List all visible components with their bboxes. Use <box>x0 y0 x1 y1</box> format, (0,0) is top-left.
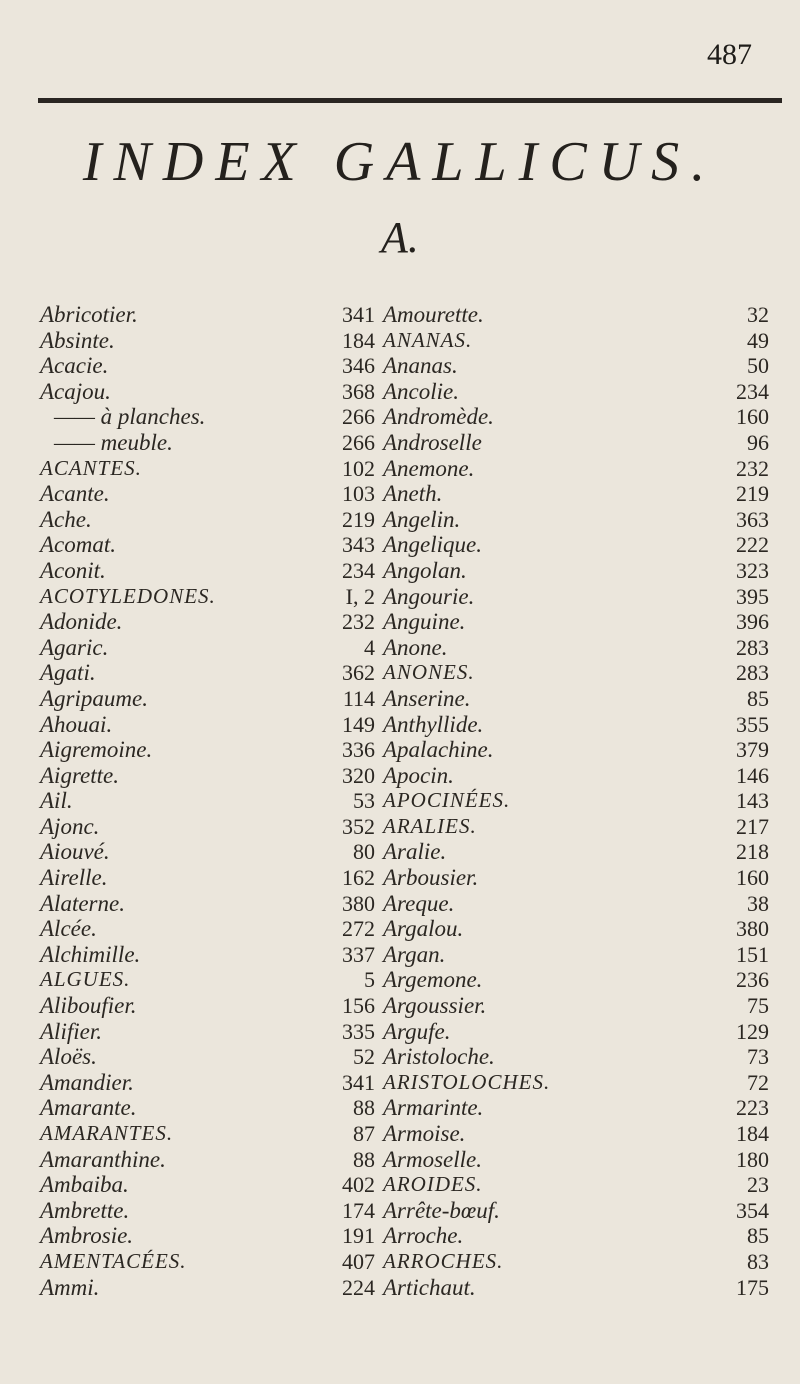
index-entry <box>40 1121 375 1147</box>
index-entry <box>40 712 375 738</box>
index-entry <box>383 1172 769 1198</box>
index-page-ref: 283 <box>736 660 769 686</box>
index-term: Ache. <box>40 506 92 532</box>
index-page-ref: 402 <box>342 1172 375 1198</box>
index-entry <box>383 1197 769 1224</box>
index-page-ref: 143 <box>736 788 769 814</box>
index-entry <box>383 506 769 533</box>
index-entry <box>40 1275 375 1301</box>
index-page-ref: 72 <box>747 1069 769 1095</box>
index-term: Argufe. <box>383 1018 451 1044</box>
index-page-ref: 234 <box>342 557 375 583</box>
index-page-ref: 32 <box>747 302 769 327</box>
index-term: Aneth. <box>383 481 443 507</box>
index-entry <box>383 711 769 738</box>
index-term: Airelle. <box>40 865 108 891</box>
index-term: ACANTES. <box>40 455 142 480</box>
index-entry <box>383 1248 769 1275</box>
index-entry <box>40 1198 375 1224</box>
index-page-ref: 219 <box>342 506 375 532</box>
index-entry <box>383 1069 769 1096</box>
index-term: Ammi. <box>40 1274 100 1300</box>
index-page-ref: 219 <box>736 481 769 507</box>
index-term: ANONES. <box>383 660 475 685</box>
index-entry <box>40 814 375 840</box>
index-page-ref: 380 <box>342 890 375 916</box>
right-index-column <box>383 302 769 1300</box>
index-page-ref: 162 <box>342 865 375 891</box>
index-entry <box>383 302 769 328</box>
index-page-ref: 323 <box>736 557 769 583</box>
index-term: AMENTACÉES. <box>40 1248 187 1273</box>
index-term: Acomat. <box>40 532 117 558</box>
index-term: Arrête-bœuf. <box>383 1197 500 1223</box>
index-term: ARALIES. <box>383 813 477 838</box>
index-term: Alcée. <box>40 916 97 942</box>
index-page-ref: 352 <box>342 813 375 839</box>
index-entry <box>383 1095 769 1121</box>
index-term: Angelin. <box>383 506 461 532</box>
index-entry <box>383 353 769 379</box>
index-page-ref: 336 <box>342 737 375 763</box>
index-term: Amaranthine. <box>40 1146 166 1172</box>
index-page-ref: 283 <box>736 634 769 660</box>
index-page-ref: 87 <box>353 1121 375 1146</box>
index-entry <box>40 1172 375 1198</box>
index-term: APOCINÉES. <box>383 788 511 813</box>
index-term: Agripaume. <box>40 685 148 711</box>
index-entry <box>40 993 375 1019</box>
index-entry <box>40 1095 375 1121</box>
index-page-ref: 38 <box>747 890 769 916</box>
index-page-ref: I, 2 <box>345 583 375 609</box>
index-term: Anserine. <box>383 685 471 711</box>
index-entry <box>40 353 375 379</box>
index-entry <box>383 455 769 482</box>
index-term: Argalou. <box>383 916 464 942</box>
index-page-ref: 102 <box>342 455 375 481</box>
index-page-ref: 53 <box>353 788 375 814</box>
index-entry <box>383 839 769 865</box>
index-entry <box>40 609 375 635</box>
index-page-ref: 354 <box>736 1197 769 1223</box>
index-page-ref: 180 <box>736 1146 769 1172</box>
index-entry <box>40 865 375 891</box>
index-term: Agati. <box>40 660 96 686</box>
index-term: Amandier. <box>40 1069 134 1095</box>
index-page-ref: 346 <box>342 353 375 379</box>
index-entry <box>383 378 769 405</box>
index-page-ref: 355 <box>736 711 769 737</box>
index-term: Anemone. <box>383 455 475 481</box>
header-rule <box>38 98 782 103</box>
index-page-ref: 80 <box>353 839 375 865</box>
index-page-ref: 379 <box>736 737 769 763</box>
index-term: Ail. <box>40 788 73 814</box>
index-term: Anone. <box>383 634 448 660</box>
index-page-ref: 320 <box>342 762 375 788</box>
index-entry <box>383 429 769 456</box>
index-entry <box>383 685 769 712</box>
index-page-ref: 85 <box>747 685 769 711</box>
index-entry <box>40 507 375 533</box>
index-entry <box>40 328 375 354</box>
page-title: INDEX GALLICUS. <box>82 131 718 193</box>
index-entry <box>40 839 375 865</box>
index-page-ref: 23 <box>747 1172 769 1198</box>
index-page-ref: 218 <box>736 839 769 865</box>
index-term: ARROCHES. <box>383 1248 504 1273</box>
index-entry <box>40 404 375 430</box>
index-entry <box>40 379 375 405</box>
index-page-ref: 380 <box>736 916 769 942</box>
index-term: Androselle <box>383 429 482 455</box>
index-entry <box>383 327 769 354</box>
index-page-ref: 103 <box>342 481 375 507</box>
index-entry <box>383 404 769 430</box>
index-page-ref: 49 <box>747 327 769 353</box>
index-term: Anguine. <box>383 609 466 635</box>
index-entry <box>383 1018 769 1045</box>
index-page-ref: 407 <box>342 1248 375 1274</box>
index-entry <box>383 967 769 993</box>
index-term: Argemone. <box>383 967 483 993</box>
index-term: Acajou. <box>40 378 111 404</box>
index-page-ref: 341 <box>342 302 375 327</box>
index-term: Aconit. <box>40 557 106 583</box>
index-term: Amourette. <box>383 302 484 327</box>
index-term: —— à planches. <box>54 404 206 430</box>
index-term: Ancolie. <box>383 378 459 404</box>
index-entry <box>40 1044 375 1070</box>
index-entry <box>383 916 769 942</box>
index-term: Aristoloche. <box>383 1044 495 1070</box>
index-page-ref: 149 <box>342 711 375 737</box>
index-term: Aigrette. <box>40 762 119 788</box>
index-entry <box>383 1121 769 1147</box>
index-term: AROIDES. <box>383 1172 483 1197</box>
index-term: Ahouai. <box>40 711 113 737</box>
index-term: Arroche. <box>383 1223 464 1249</box>
index-term: Apocin. <box>383 762 454 788</box>
index-page-ref: 52 <box>353 1044 375 1070</box>
index-entry <box>383 1274 769 1301</box>
index-page-ref: 266 <box>342 404 375 430</box>
index-page-ref: 83 <box>747 1248 769 1274</box>
index-term: Alaterne. <box>40 890 125 916</box>
index-page-ref: 75 <box>747 993 769 1019</box>
index-term: Absinte. <box>40 327 115 353</box>
index-entry <box>40 942 375 968</box>
index-entry <box>383 941 769 968</box>
index-entry <box>383 660 769 686</box>
index-entry <box>40 763 375 789</box>
index-page-ref: 4 <box>364 634 375 660</box>
index-page-ref: 73 <box>747 1044 769 1070</box>
index-page-ref: 223 <box>736 1095 769 1121</box>
index-page-ref: 224 <box>342 1274 375 1300</box>
index-page-ref: 266 <box>342 429 375 455</box>
index-entry <box>40 532 375 558</box>
index-term: Ambrette. <box>40 1197 130 1223</box>
index-term: Arbousier. <box>383 865 479 891</box>
index-term: Aigremoine. <box>40 737 153 763</box>
index-term: ARISTOLOCHES. <box>383 1069 551 1094</box>
index-term: ANANAS. <box>383 327 473 352</box>
index-page-ref: 341 <box>342 1069 375 1095</box>
index-page-ref: 234 <box>736 378 769 404</box>
index-page-ref: 5 <box>364 967 375 993</box>
index-term: Ambrosie. <box>40 1223 134 1249</box>
index-page-ref: 362 <box>342 660 375 686</box>
index-term: Aliboufier. <box>40 993 137 1019</box>
index-entry <box>40 1070 375 1096</box>
index-page-ref: 129 <box>736 1018 769 1044</box>
index-entry <box>40 737 375 763</box>
index-page-ref: 184 <box>736 1121 769 1146</box>
index-entry <box>40 967 375 993</box>
index-entry <box>40 788 375 814</box>
index-entry <box>383 1044 769 1070</box>
index-page-ref: 156 <box>342 993 375 1019</box>
index-entry <box>40 635 375 661</box>
index-term: Agaric. <box>40 634 109 660</box>
index-term: Acante. <box>40 481 110 507</box>
page-number: 487 <box>707 38 752 71</box>
index-term: Aralie. <box>383 839 447 865</box>
index-page-ref: 88 <box>353 1146 375 1172</box>
index-term: ACOTYLEDONES. <box>40 583 216 608</box>
index-page-ref: 395 <box>736 583 769 609</box>
index-entry <box>383 762 769 789</box>
index-page-ref: 50 <box>747 353 769 379</box>
index-entry <box>383 890 769 917</box>
index-term: Amarante. <box>40 1095 137 1121</box>
index-term: Alchimille. <box>40 941 141 967</box>
index-term: Angourie. <box>383 583 475 609</box>
index-entry <box>40 1223 375 1249</box>
index-term: Alifier. <box>40 1018 102 1044</box>
index-entry <box>383 993 769 1019</box>
index-entry <box>40 558 375 584</box>
index-entry <box>40 1249 375 1275</box>
index-entry <box>40 891 375 917</box>
index-page-ref: 232 <box>342 609 375 635</box>
index-entry <box>40 660 375 686</box>
index-entry <box>383 532 769 558</box>
index-entry <box>383 481 769 507</box>
index-term: Argan. <box>383 941 446 967</box>
index-page-ref: 114 <box>342 685 375 711</box>
index-term: Aiouvé. <box>40 839 110 865</box>
index-page-ref: 343 <box>342 532 375 558</box>
index-term: Armoselle. <box>383 1146 483 1172</box>
index-entry <box>383 583 769 610</box>
index-term: ALGUES. <box>40 967 131 992</box>
index-page-ref: 363 <box>736 506 769 532</box>
index-page-ref: 151 <box>736 941 769 967</box>
index-term: Apalachine. <box>383 737 494 763</box>
index-term: —— meuble. <box>54 429 173 455</box>
index-page-ref: 335 <box>342 1018 375 1044</box>
index-term: AMARANTES. <box>40 1121 174 1145</box>
index-entry <box>383 609 769 635</box>
index-page-ref: 272 <box>342 916 375 942</box>
index-entry <box>40 916 375 942</box>
index-entry <box>40 584 375 610</box>
index-entry <box>383 865 769 891</box>
index-entry <box>40 686 375 712</box>
index-term: Argoussier. <box>383 993 487 1019</box>
index-page-ref: 160 <box>736 404 769 430</box>
index-page-ref: 88 <box>353 1095 375 1121</box>
index-page-ref: 146 <box>736 762 769 788</box>
index-page-ref: 396 <box>736 609 769 635</box>
index-page-ref: 232 <box>736 455 769 481</box>
index-page-ref: 175 <box>736 1274 769 1300</box>
index-entry <box>383 1146 769 1173</box>
index-page-ref: 236 <box>736 967 769 993</box>
index-term: Aloës. <box>40 1044 97 1070</box>
section-letter: A. <box>381 213 419 262</box>
index-entry <box>383 557 769 584</box>
index-entry <box>40 1019 375 1045</box>
index-entry <box>40 430 375 456</box>
index-page-ref: 337 <box>342 941 375 967</box>
index-entry <box>383 634 769 661</box>
index-page-ref: 160 <box>736 865 769 891</box>
index-term: Armarinte. <box>383 1095 484 1121</box>
index-page-ref: 174 <box>342 1197 375 1223</box>
index-page-ref: 184 <box>342 327 375 353</box>
index-entry <box>40 302 375 328</box>
index-page-ref: 85 <box>747 1223 769 1249</box>
index-term: Acacie. <box>40 353 109 379</box>
index-entry <box>40 481 375 507</box>
index-entry <box>40 1147 375 1173</box>
index-term: Angelique. <box>383 532 482 558</box>
index-term: Adonide. <box>40 609 123 635</box>
index-term: Andromède. <box>383 404 494 430</box>
left-index-column <box>40 302 375 1300</box>
index-term: Ajonc. <box>40 813 100 839</box>
index-entry <box>40 456 375 482</box>
index-term: Anthyllide. <box>383 711 484 737</box>
index-term: Abricotier. <box>40 302 138 327</box>
index-page-ref: 368 <box>342 378 375 404</box>
index-page-ref: 217 <box>736 813 769 839</box>
index-page-ref: 191 <box>342 1223 375 1249</box>
index-entry <box>383 813 769 840</box>
index-entry <box>383 788 769 814</box>
index-term: Ambaiba. <box>40 1172 129 1198</box>
index-entry <box>383 737 769 763</box>
index-term: Armoise. <box>383 1121 466 1146</box>
index-page-ref: 96 <box>747 429 769 455</box>
index-page-ref: 222 <box>736 532 769 558</box>
index-entry <box>383 1223 769 1249</box>
index-term: Ananas. <box>383 353 458 379</box>
index-term: Areque. <box>383 890 455 916</box>
index-term: Angolan. <box>383 557 467 583</box>
index-term: Artichaut. <box>383 1274 476 1300</box>
